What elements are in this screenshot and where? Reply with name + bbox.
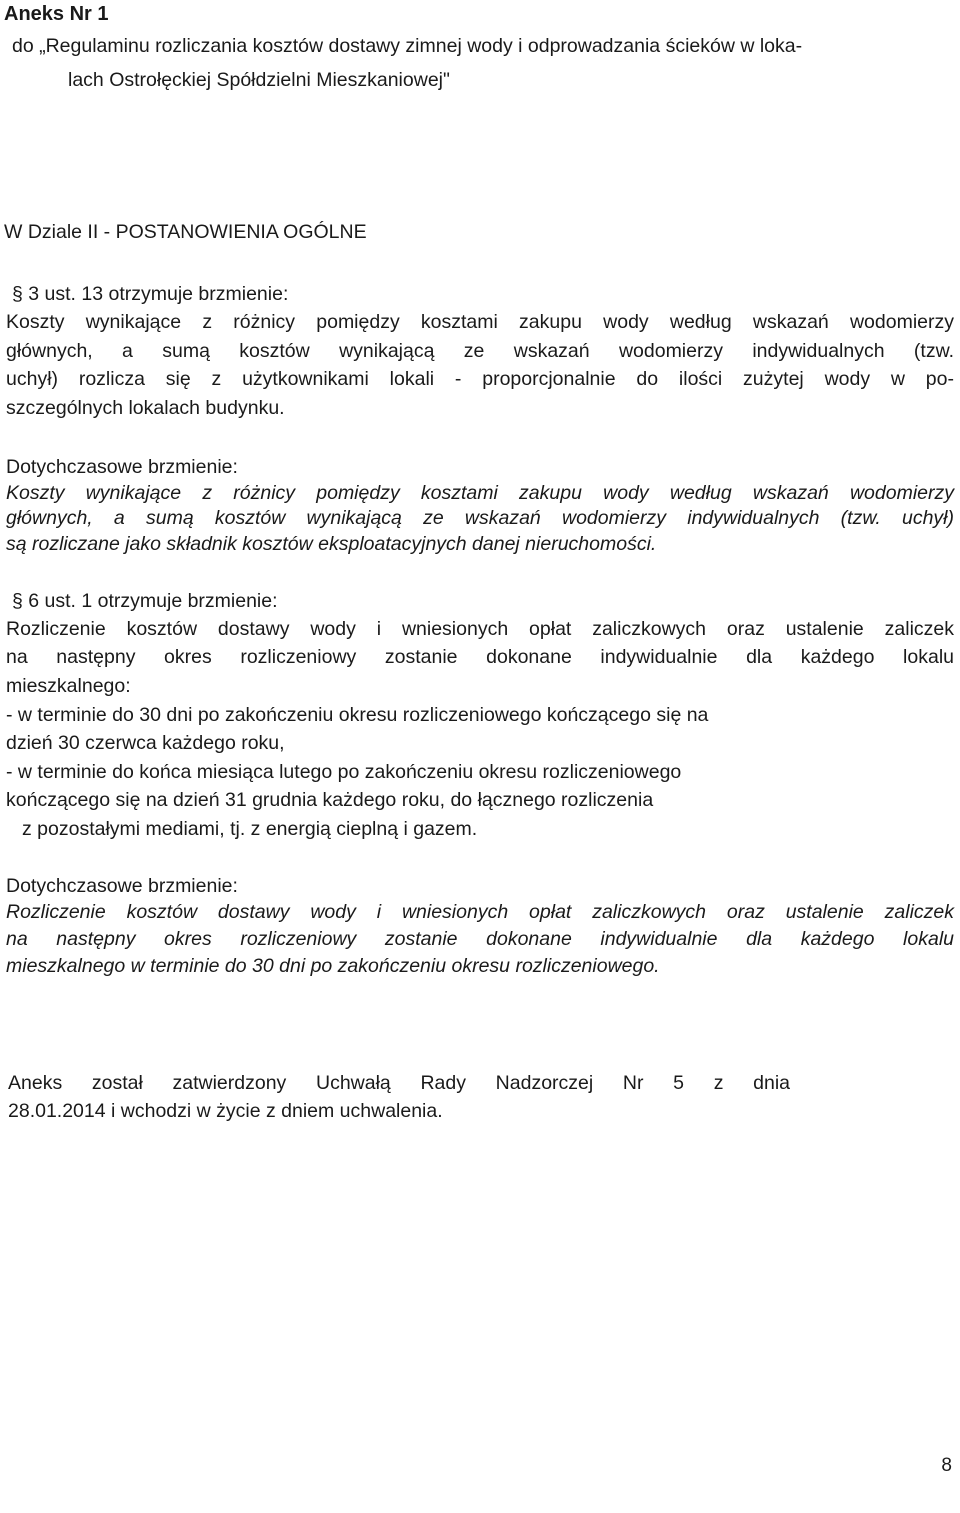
prev-label-1: Dotychczasowe brzmienie: [6,456,238,478]
closing-line-2: 28.01.2014 i wchodzi w życie z dniem uchwalenia. [8,1100,443,1122]
para2-line-7: kończącego się na dzień 31 grudnia każdego roku, do łącznego rozliczenia [6,789,654,811]
section-heading: W Dziale II - POSTANOWIENIA OGÓLNE [4,221,367,243]
para1-line-2: głównych, a sumą kosztów wynikającą ze wskazań wodomierzy indywidualnych (tzw. [6,340,954,362]
closing-line-1: Aneks został zatwierdzony Uchwałą Rady Nadzorczej Nr 5 z dnia [8,1072,790,1094]
para2-line-3: mieszkalnego: [6,675,131,697]
prev-label-2: Dotychczasowe brzmienie: [6,875,238,897]
para1-line-1: Koszty wynikające z różnicy pomiędzy kosztami zakupu wody według wskazań wodomierzy [6,311,954,333]
para2-line-6: - w terminie do końca miesiąca lutego po zakończeniu okresu rozliczeniowego [6,761,682,783]
prev2-line-3: mieszkalnego w terminie do 30 dni po zakończeniu okresu rozliczeniowego. [6,955,660,977]
prev1-line-2: głównych, a sumą kosztów wynikającą ze wskazań wodomierzy indywidualnych (tzw. uchył) [6,507,954,529]
document-title: Aneks Nr 1 [4,3,109,25]
para2-line-1: Rozliczenie kosztów dostawy wody i wniesionych opłat zaliczkowych oraz ustalenie zaliczek [6,618,954,640]
subtitle-line-2: lach Ostrołęckiej Spółdzielni Mieszkaniowej" [68,69,450,91]
subtitle-line-1: do „Regulaminu rozliczania kosztów dostawy zimnej wody i odprowadzania ścieków w loka- [12,35,803,57]
prev2-line-1: Rozliczenie kosztów dostawy wody i wniesionych opłat zaliczkowych oraz ustalenie zaliczek [6,901,954,923]
para2-line-4: - w terminie do 30 dni po zakończeniu okresu rozliczeniowego kończącego się na [6,704,709,726]
prev1-line-1: Koszty wynikające z różnicy pomiędzy kosztami zakupu wody według wskazań wodomierzy [6,482,954,504]
para1-line-4: szczególnych lokalach budynku. [6,397,285,419]
para2-line-2: na następny okres rozliczeniowy zostanie dokonane indywidualnie dla każdego lokalu [6,646,954,668]
para2-line-5: dzień 30 czerwca każdego roku, [6,732,285,754]
prev1-line-3: są rozliczane jako składnik kosztów eksploatacyjnych danej nieruchomości. [6,533,657,555]
page-number: 8 [941,1455,952,1476]
para1-line-3: uchył) rozlicza się z użytkownikami lokali - proporcjonalnie do ilości zużytej wody w po- [6,368,954,390]
section-ref-3-13: § 3 ust. 13 otrzymuje brzmienie: [12,283,289,305]
section-ref-6-1: § 6 ust. 1 otrzymuje brzmienie: [12,590,278,612]
para2-line-8: z pozostałymi mediami, tj. z energią cieplną i gazem. [22,818,478,840]
prev2-line-2: na następny okres rozliczeniowy zostanie dokonane indywidualnie dla każdego lokalu [6,928,954,950]
